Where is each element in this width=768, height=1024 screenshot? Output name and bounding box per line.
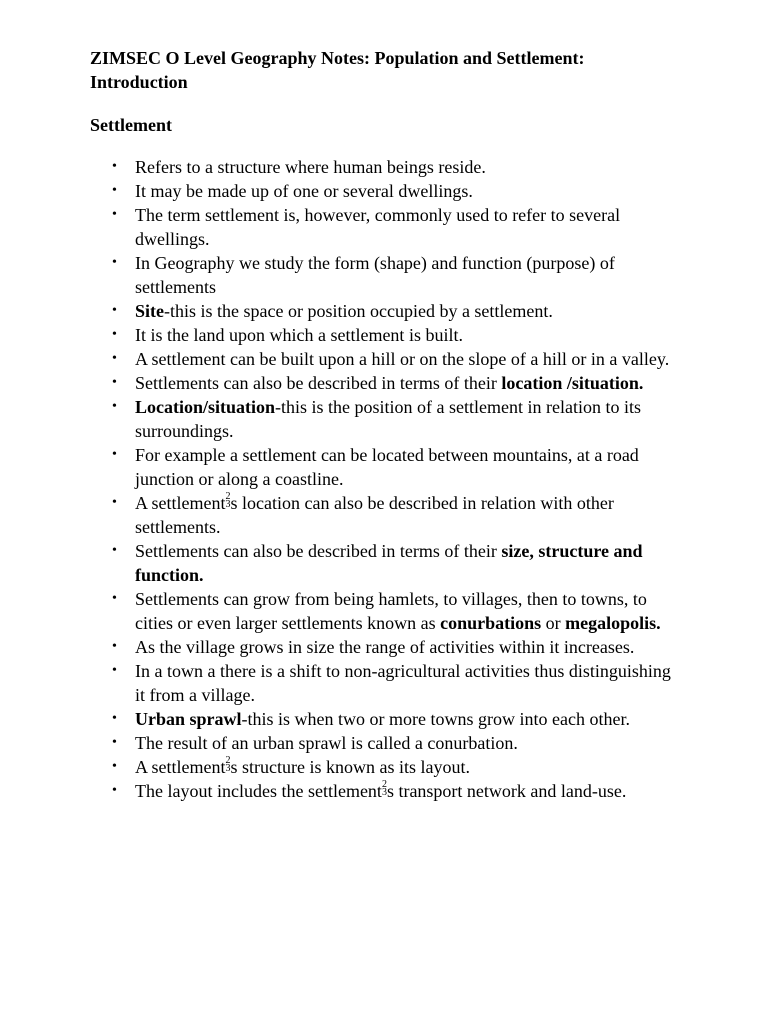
bullet-item [0,659,683,707]
bullet-icon: • [112,375,117,390]
bullet-item [0,731,683,755]
bullet-icon: • [112,351,117,366]
bullet-text: -this is the space or position occupied by a settlement. [164,301,553,321]
bullet-item [0,779,683,803]
bullet-text: -this is when two or more towns grow into each other. [241,709,630,729]
document-title [90,46,690,94]
bullet-text: It may be made up of one or several dwellings. [135,181,473,201]
bullet-term: Site [135,301,164,321]
bullet-icon: • [112,183,117,198]
bullet-item [0,251,683,299]
bullet-item [0,155,683,179]
bullet-text: As the village grows in size the range of activities within it increases. [135,637,635,657]
bullet-text: s transport network and land-use. [386,781,627,801]
bullet-item [0,395,683,443]
bullet-list [0,155,768,803]
bullet-text: Settlements can grow from being hamlets, to villages, then to towns, to cities or even larger settlements known as [135,589,647,633]
bullet-icon: • [112,495,117,510]
section-heading: Settlement [90,115,172,135]
bullet-item [0,755,683,779]
fraction-glyph: 2 3 [225,755,231,774]
bullet-icon: • [112,255,117,270]
fraction-glyph: 2 3 [225,491,231,510]
bullet-term: Location/situation [135,397,276,417]
bullet-item [0,491,683,539]
bullet-text: In Geography we study the form (shape) and function (purpose) of settlements [135,253,615,297]
fraction-glyph: 2 3 [381,779,387,798]
bullet-icon: • [112,447,117,462]
bullet-text: A settlement [135,493,226,513]
bullet-item [0,347,683,371]
document-title-line-2: Introduction [90,72,188,92]
bullet-icon: • [112,711,117,726]
bullet-text: It is the land upon which a settlement is built. [135,325,463,345]
bullet-text: For example a settlement can be located between mountains, at a road junction or along a coastline. [135,445,639,489]
bullet-item [0,635,683,659]
bullet-text: A settlement [135,757,226,777]
bullet-item [0,443,683,491]
bullet-term: megalopolis. [565,613,661,633]
bullet-icon: • [112,759,117,774]
bullet-icon: • [112,591,117,606]
bullet-item [0,203,683,251]
document-title-line-1: ZIMSEC O Level Geography Notes: Population and Settlement: [90,48,585,68]
bullet-item [0,323,683,347]
bullet-icon: • [112,783,117,798]
bullet-icon: • [112,639,117,654]
bullet-icon: • [112,399,117,414]
bullet-term: size, structure and function. [135,541,643,585]
bullet-icon: • [112,159,117,174]
bullet-text: The result of an urban sprawl is called a conurbation. [135,733,518,753]
bullet-text: Refers to a structure where human beings reside. [135,157,486,177]
bullet-item [0,539,683,587]
bullet-item [0,587,683,635]
bullet-item [0,299,683,323]
bullet-text: In a town a there is a shift to non-agricultural activities thus distinguishing it from a village. [135,661,671,705]
bullet-text: or [541,613,566,633]
bullet-text: s structure is known as its layout. [230,757,470,777]
bullet-icon: • [112,207,117,222]
bullet-text: The layout includes the settlement [135,781,382,801]
bullet-text: Settlements can also be described in terms of their [135,373,502,393]
bullet-item [0,707,683,731]
bullet-text: A settlement can be built upon a hill or on the slope of a hill or in a valley. [135,349,670,369]
bullet-icon: • [112,327,117,342]
bullet-icon: • [112,735,117,750]
bullet-text: Settlements can also be described in terms of their [135,541,502,561]
bullet-icon: • [112,543,117,558]
bullet-icon: • [112,663,117,678]
bullet-item [0,371,683,395]
bullet-term: conurbations [440,613,542,633]
bullet-text: s location can also be described in relation with other settlements. [135,493,614,537]
bullet-icon: • [112,303,117,318]
bullet-term: location /situation. [501,373,644,393]
bullet-term: Urban sprawl [135,709,242,729]
bullet-text: -this is the position of a settlement in relation to its surroundings. [135,397,641,441]
bullet-text: The term settlement is, however, commonly used to refer to several dwellings. [135,205,621,249]
bullet-item [0,179,683,203]
